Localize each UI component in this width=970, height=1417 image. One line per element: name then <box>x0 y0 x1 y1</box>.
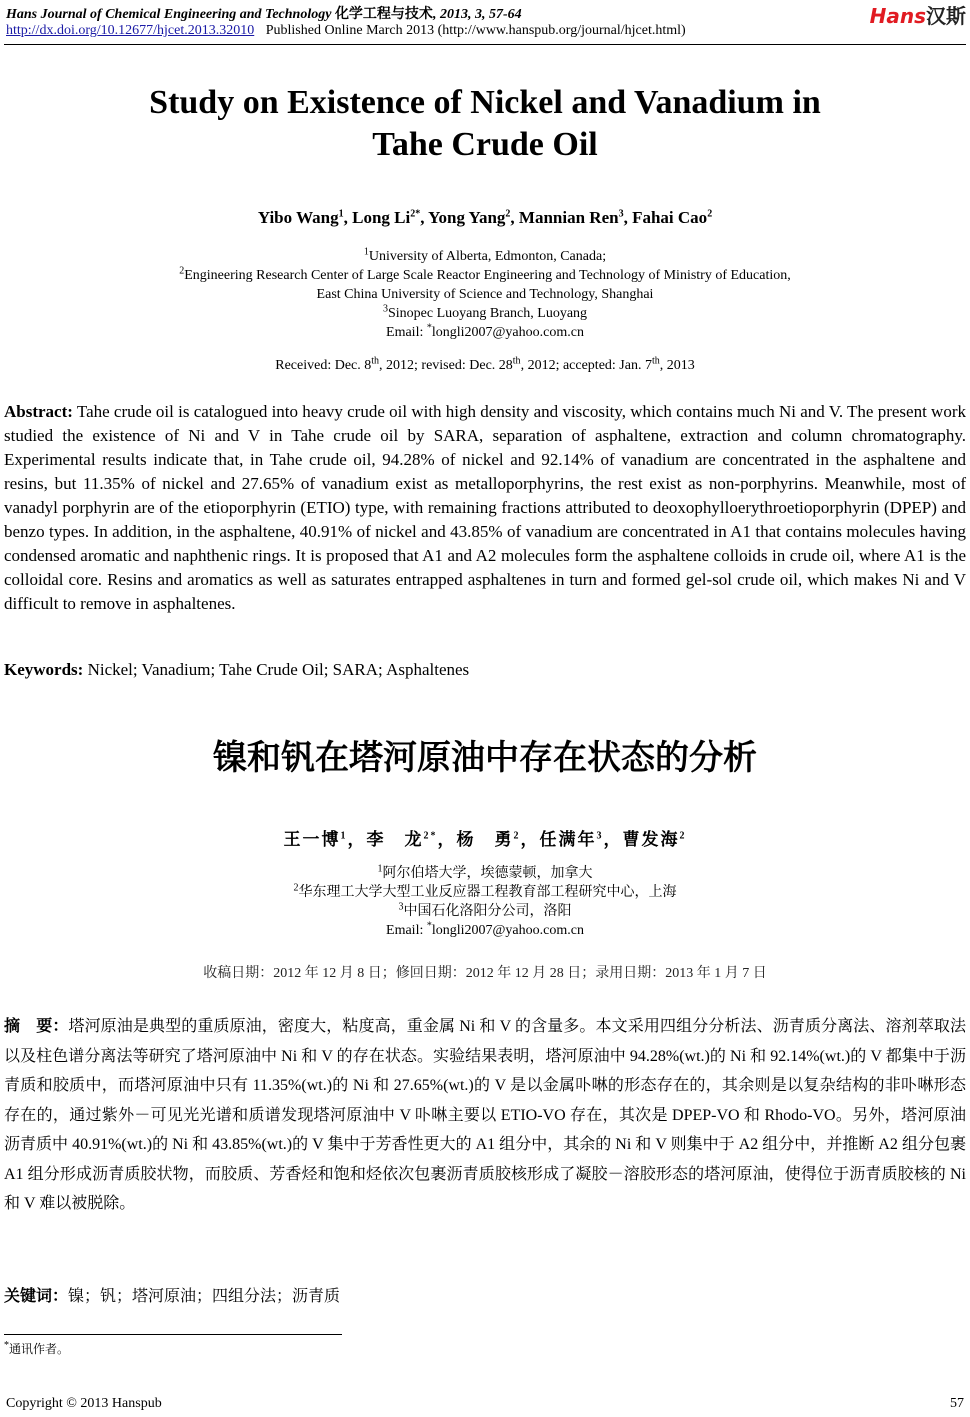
keywords-text: Nickel; Vanadium; Tahe Crude Oil; SARA; Asphaltenes <box>87 660 470 679</box>
author: 李 龙$^{2*}$， <box>366 830 457 849</box>
abstract-label: Abstract: <box>4 402 73 421</box>
author: 曹发海$^2$ <box>622 830 687 849</box>
keywords-cn <box>4 1283 340 1306</box>
doi-link[interactable]: http://dx.doi.org/10.12677/hjcet.2013.32010 <box>6 23 255 38</box>
affiliation: $^2$Engineering Research Center of Large Scale Reactor Engineering and Technology of Ministry of Education, <box>179 265 791 283</box>
abstract-text: 塔河原油是典型的重质原油，密度大，粘度高，重金属 Ni 和 V 的含量多。本文采用四组分分析法、沥青质分离法、溶剂萃取法以及柱色谱分离法等研究了塔河原油中 Ni 和 V 的存在状态。实验结果表明，塔河原油中 94.28%(wt.)的 Ni 和 92.14%(wt.)的 V 都集中于沥青质和胶质中，而塔河原油中只有 11.35%(wt.)的 Ni 和 27.65%(wt.)的 V 是以金属卟啉的形态存在的，其余则是以复杂结构的非卟啉形态存在的，通过紫外－可见光光谱和质谱发现塔河原油中 V 卟啉主要以 ETIO-VO 存在，其次是 DPEP-VO 和 Rhodo-VO。另外，塔河原油沥青质中 40.91%(wt.)的 Ni 和 43.85%(wt.)的 V 集中于芳香性更大的 A1 组分中，其余的 Ni 和 V 则集中于 A2 组分中，并推断 A2 组分包裹 A1 组分形成沥青质胶状物，而胶质、芳香烃和饱和烃依次包裹沥青质胶核形成了凝胶－溶胶形态的塔河原油，使得位于沥青质胶核的 Ni 和 V 难以被脱除。 <box>4 1018 966 1212</box>
email: Email: *longli2007@yahoo.com.cn <box>386 322 584 340</box>
journal-name: Hans Journal of Chemical Engineering and Technology <box>6 7 332 22</box>
email: Email: *longli2007@yahoo.com.cn <box>386 920 584 938</box>
affiliation: $^1$University of Alberta, Edmonton, Canada; <box>363 246 607 264</box>
page-number: 57 <box>950 1396 964 1411</box>
footnote-divider <box>4 1334 342 1335</box>
abstract-cn <box>4 1012 966 1219</box>
keywords-en <box>4 660 469 680</box>
journal-name-cn: 化学工程与技术 <box>334 7 433 22</box>
paper-title-en: Study on Existence of Nickel and Vanadium in Tahe Crude Oil <box>149 84 821 163</box>
author: Fahai Cao$^2$ <box>632 208 713 227</box>
footnote: *通讯作者。 <box>4 1340 70 1356</box>
received-dates-cn: 收稿日期：2012 年 12 月 8 日；修回日期：2012 年 12 月 28 日；录用日期：2013 年 1 月 7 日 <box>203 966 767 981</box>
affiliation: $^2$华东理工大学大型工业反应器工程教育部工程研究中心，上海 <box>293 882 677 900</box>
keywords-label: Keywords: <box>4 660 84 679</box>
affiliation: $^1$阿尔伯塔大学，埃德蒙顿，加拿大 <box>377 863 593 881</box>
keywords-label: 关键词： <box>4 1288 69 1305</box>
author: Mannian Ren$^3$, <box>518 208 633 227</box>
affiliation: $^3$中国石化洛阳分公司，洛阳 <box>398 901 572 919</box>
author: 任满年$^3$， <box>539 830 623 849</box>
hans-logo: Hans汉斯 <box>869 4 966 28</box>
affiliation: East China University of Science and Technology, Shanghai <box>316 287 654 302</box>
published-online: Published Online March 2013 (http://www.hanspub.org/journal/hjcet.html) <box>265 23 686 38</box>
copyright: Copyright © 2013 Hanspub <box>6 1396 162 1411</box>
author: 杨 勇$^2$， <box>456 830 540 849</box>
abstract-en <box>4 400 966 616</box>
abstract-text: Tahe crude oil is catalogued into heavy crude oil with high density and viscosity, which contains much Ni and V. The present work studied the existence of Ni and V in Tahe crude oil by SARA, separation of asphaltene, extraction and column chromatography. Experimental results indicate that, in Tahe crude oil, 94.28% of nickel and 92.14% of vanadium are concentrated in the asphaltene and resins, but 11.35% of nickel and 27.65% of vanadium exist as metalloporphyrins, the rest exist as non-porphyrins. Meanwhile, most of vanadyl porphyrin are of the etioporphyrin (ETIO) type, with remaining fractions attributed to deoxophylloerythroetioporphyrin (DPEP) and benzo types. In addition, in the asphaltene, 40.91% of nickel and 43.85% of vanadium are concentrated in A1 that contains molecules having condensed aromatic and naphthenic rings. It is proposed that A1 and A2 molecules form the asphaltene colloids in crude oil, where A1 is the colloidal core. Resins and aromatics as well as saturates entrapped asphaltenes in turn and formed gel-sol crude oil, which makes Ni and V difficult to remove in asphaltenes. <box>4 402 966 613</box>
affiliations-en <box>0 247 970 342</box>
publication-info <box>6 23 686 39</box>
author-list-en <box>0 208 970 228</box>
paper-title-cn: 镍和钒在塔河原油中存在状态的分析 <box>213 738 757 778</box>
affiliation: $^3$Sinopec Luoyang Branch, Luoyang <box>382 303 588 321</box>
keywords-text: 镍；钒；塔河原油；四组分法；沥青质 <box>68 1288 341 1305</box>
author: Long $Li^{2*}$, <box>352 208 429 227</box>
header-divider <box>4 44 966 45</box>
abstract-label: 摘 要： <box>4 1018 69 1035</box>
author: Yibo Wang$^1$, <box>257 208 353 227</box>
received-dates-en: Received: Dec. 8th, 2012; revised: Dec. 28th, 2012; accepted: Jan. 7th, 2013 <box>275 355 695 373</box>
author: 王一博$^1$， <box>283 830 367 849</box>
author: Yong Yang$^2$, <box>428 208 519 227</box>
journal-header <box>6 3 522 23</box>
author-list-cn <box>0 825 970 850</box>
journal-citation: , 2013, 3, 57-64 <box>432 7 522 22</box>
affiliations-cn <box>0 864 970 940</box>
